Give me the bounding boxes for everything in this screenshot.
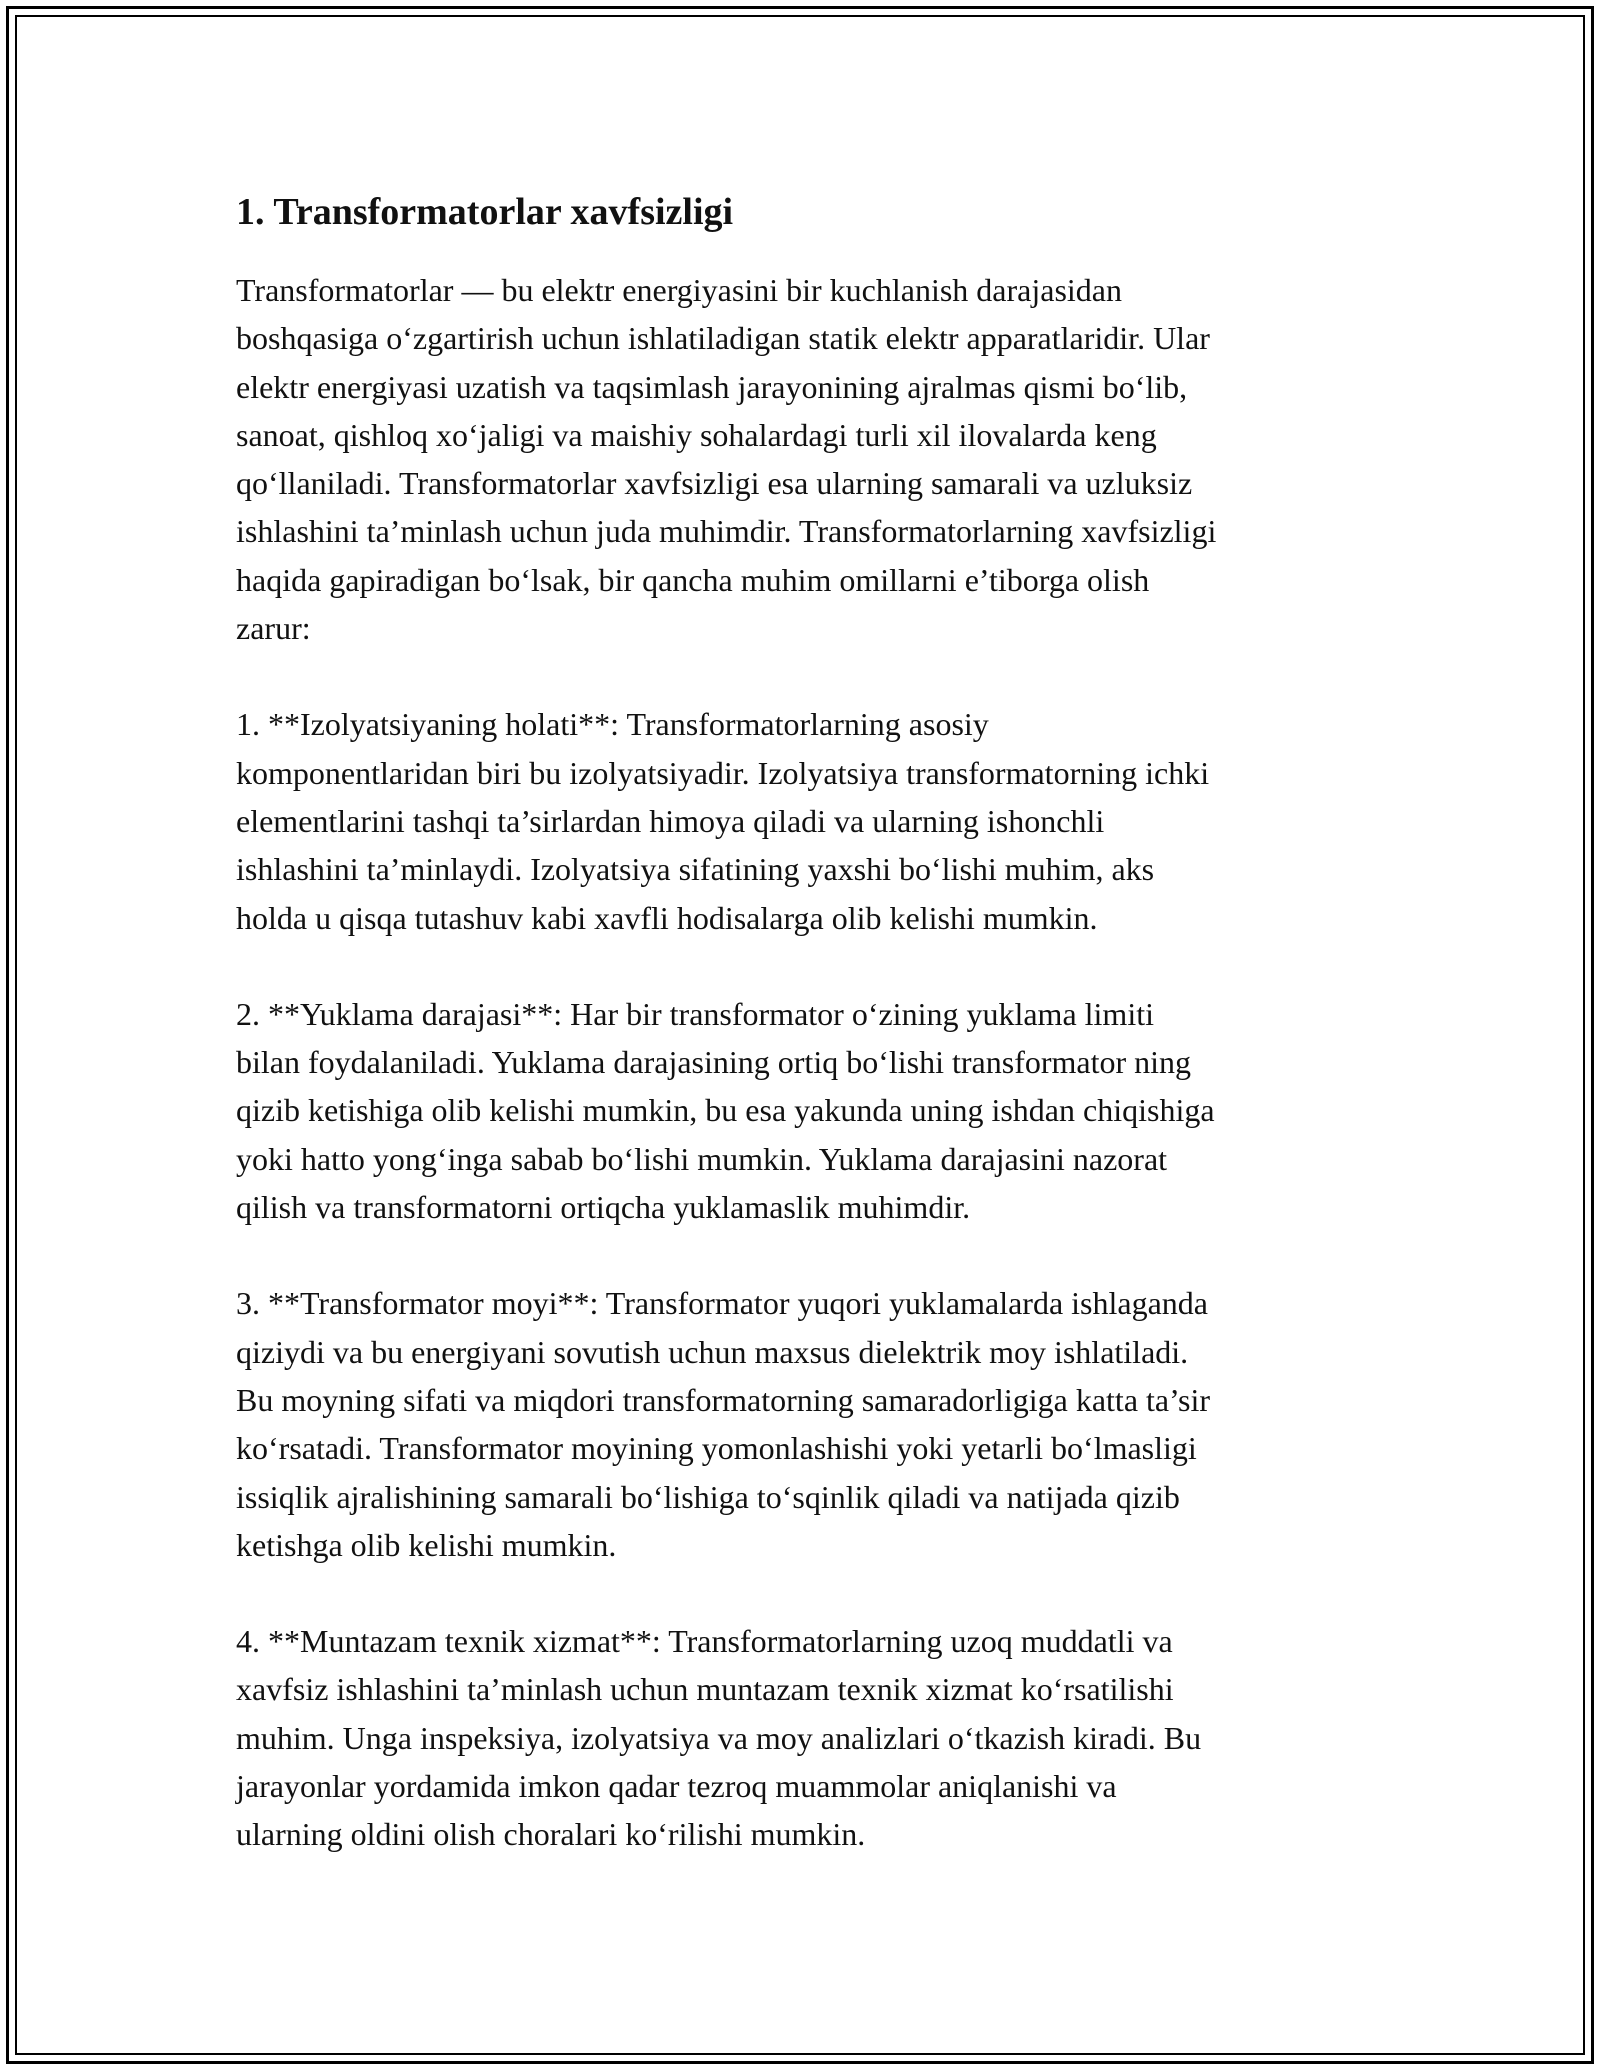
item-load-paragraph: 2. **Yuklama darajasi**: Har bir transformator o‘zining yuklama limiti bilan foydalaniladi. Yuklama darajasining ortiq bo‘lishi transformator ning qizib ketishiga olib kelishi mumkin, bu esa yakunda uning ishdan chiqishiga yoki hatto yong‘inga sabab bo‘lishi mumkin. Yuklama darajasini nazorat qilish va transformatorni ortiqcha yuklamaslik muhimdir. bbox=[236, 995, 1215, 1226]
item-oil-paragraph: 3. **Transformator moyi**: Transformator yuqori yuklamalarda ishlaganda qiziydi va bu energiyani sovutish uchun maxsus dielektrik moy ishlatiladi. Bu moyning sifati va miqdori transformatorning samaradorligiga katta ta’sir ko‘rsatadi. Transformator moyining yomonlashishi yoki yetarli bo‘lmasligi issiqlik ajralishining samarali bo‘lishiga to‘sqinlik qiladi va natijada qizib ketishga olib kelishi mumkin. bbox=[236, 1285, 1210, 1563]
section-heading: 1. Transformatorlar xavfsizligi bbox=[236, 191, 734, 233]
document-body bbox=[236, 186, 1376, 1907]
item-maintenance-paragraph: 4. **Muntazam texnik xizmat**: Transformatorlarning uzoq muddatli va xavfsiz ishlashini ta’minlash uchun muntazam texnik xizmat ko‘rsatilishi muhim. Unga inspeksiya, izolyatsiya va moy analizlari o‘tkazish kiradi. Bu jarayonlar yordamida imkon qadar tezroq muammolar aniqlanishi va ularning oldini olish choralari ko‘rilishi mumkin. bbox=[236, 1623, 1202, 1853]
intro-paragraph: Transformatorlar — bu elektr energiyasini bir kuchlanish darajasidan boshqasiga o‘zgartirish uchun ishlatiladigan statik elektr apparatlaridir. Ular elektr energiyasi uzatish va taqsimlash jarayonining ajralmas qismi bo‘lib, sanoat, qishloq xo‘jaligi va maishiy sohalardagi turli xil ilovalarda keng qo‘llaniladi. Transformatorlar xavfsizligi esa ularning samarali va uzluksiz ishlashini ta’minlash uchun juda muhimdir. Transformatorlarning xavfsizligi haqida gapiradigan bo‘lsak, bir qancha muhim omillarni e’tiborga olish zarur: bbox=[236, 272, 1217, 647]
item-insulation-paragraph: 1. **Izolyatsiyaning holati**: Transformatorlarning asosiy komponentlaridan biri bu izolyatsiyadir. Izolyatsiya transformatorning ichki elementlarini tashqi ta’sirlardan himoya qiladi va ularning ishonchli ishlashini ta’minlaydi. Izolyatsiya sifatining yaxshi bo‘lishi muhim, aks holda u qisqa tutashuv kabi xavfli hodisalarga olib kelishi mumkin. bbox=[236, 706, 1210, 936]
